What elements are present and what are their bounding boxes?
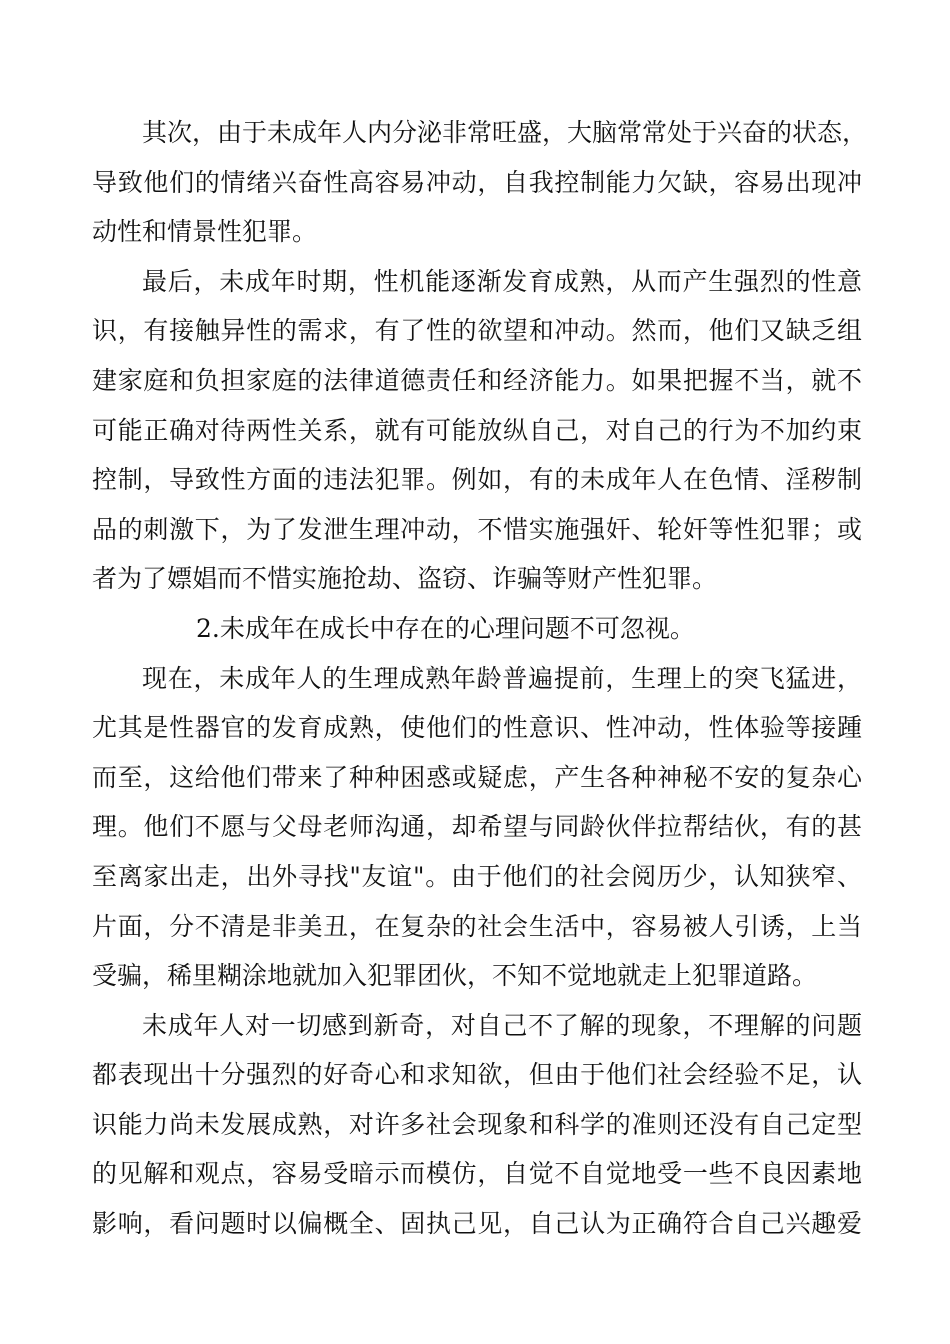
text-line: 最后，未成年时期，性机能逐渐发育成熟，从而产生强烈的性意	[142, 266, 862, 296]
section-heading	[92, 604, 862, 654]
paragraph-3	[92, 654, 862, 1001]
paragraph-4	[92, 1001, 862, 1249]
text-line: 识能力尚未发展成熟，对许多社会现象和科学的准则还没有自己定型	[92, 1109, 862, 1139]
text-line: 理。他们不愿与父母老师沟通，却希望与同龄伙伴拉帮结伙，有的甚	[92, 812, 862, 842]
text-line: 控制，导致性方面的违法犯罪。例如，有的未成年人在色情、淫秽制	[92, 465, 862, 495]
text-line: 其次，由于未成年人内分泌非常旺盛，大脑常常处于兴奋的状态，	[142, 118, 868, 147]
heading-text: 2.未成年在成长中存在的心理问题不可忽视。	[196, 613, 695, 643]
text-line: 品的刺激下，为了发泄生理冲动，不惜实施强奸、轮奸等性犯罪；或	[92, 514, 862, 544]
text-line: 的见解和观点，容易受暗示而模仿，自觉不自觉地受一些不良因素地	[92, 1159, 862, 1189]
text-line: 受骗，稀里糊涂地就加入犯罪团伙，不知不觉地就走上犯罪道路。	[92, 961, 818, 991]
document-page	[92, 108, 868, 1249]
text-line: 导致他们的情绪兴奋性高容易冲动，自我控制能力欠缺，容易出现冲	[92, 167, 862, 197]
text-line: 至离家出走，出外寻找"友谊"。由于他们的社会阅历少，认知狭窄、	[92, 861, 862, 891]
text-line: 者为了嫖娼而不惜实施抢劫、盗窃、诈骗等财产性犯罪。	[92, 564, 718, 594]
text-line: 识，有接触异性的需求，有了性的欲望和冲动。然而，他们又缺乏组	[92, 316, 862, 346]
text-line: 可能正确对待两性关系，就有可能放纵自己，对自己的行为不加约束	[92, 415, 862, 445]
text-line: 现在，未成年人的生理成熟年龄普遍提前，生理上的突飞猛进，	[142, 663, 862, 693]
text-line: 都表现出十分强烈的好奇心和求知欲，但由于他们社会经验不足，认	[92, 1060, 862, 1090]
paragraph-1	[92, 108, 868, 257]
text-line: 动性和情景性犯罪。	[92, 217, 318, 247]
text-line: 建家庭和负担家庭的法律道德责任和经济能力。如果把握不当，就不	[92, 365, 862, 395]
paragraph-2	[92, 257, 862, 604]
text-line: 尤其是性器官的发育成熟，使他们的性意识、性冲动，性体验等接踵	[92, 713, 862, 743]
text-line: 而至，这给他们带来了种种困惑或疑虑，产生各种神秘不安的复杂心	[92, 762, 862, 792]
text-line: 片面，分不清是非美丑，在复杂的社会生活中，容易被人引诱，上当	[92, 911, 862, 941]
text-line: 未成年人对一切感到新奇，对自己不了解的现象，不理解的问题	[142, 1010, 862, 1040]
text-line: 影响，看问题时以偏概全、固执己见，自己认为正确符合自己兴趣爱	[92, 1209, 862, 1239]
